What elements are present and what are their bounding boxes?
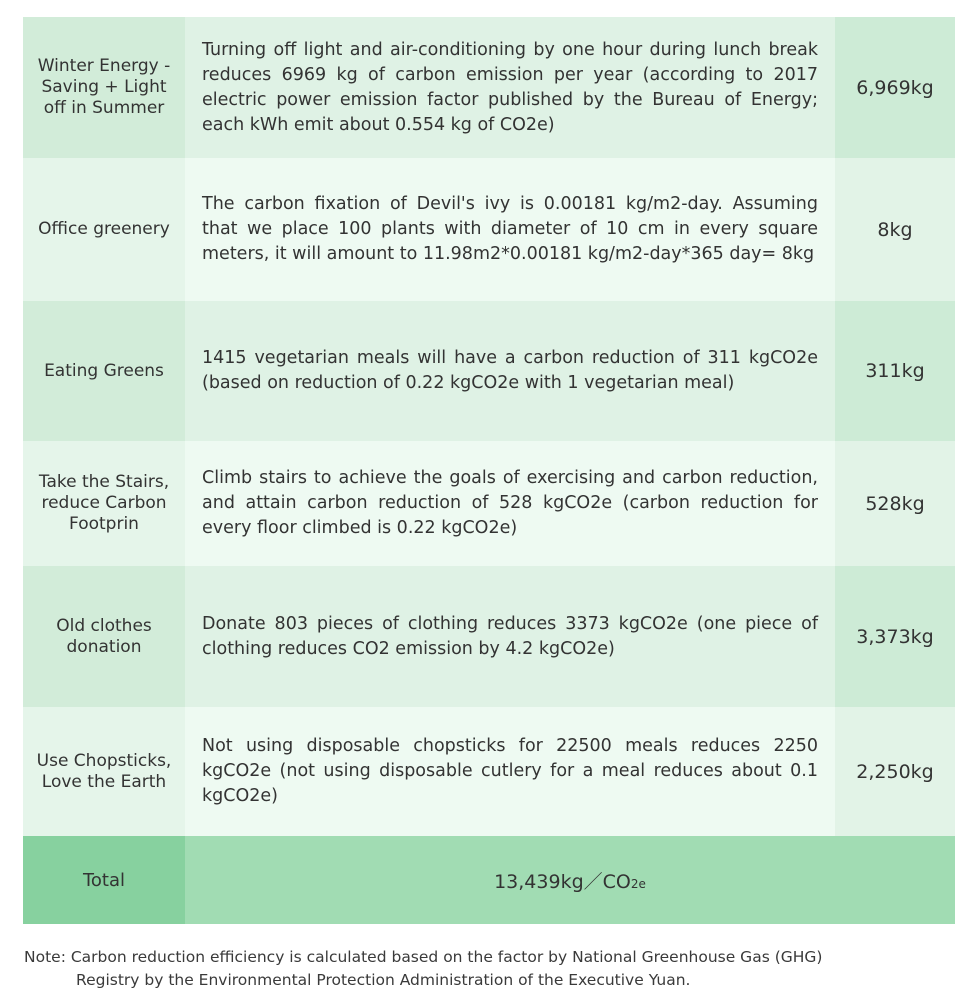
amount-cell: 6,969kg xyxy=(835,17,955,158)
carbon-reduction-table xyxy=(23,17,955,924)
description-cell: Climb stairs to achieve the goals of exercising and carbon reduction, and attain carbon reduction of 528 kgCO2e (carbon reduction for every floor climbed is 0.22 kgCO2e) xyxy=(185,441,835,566)
total-row xyxy=(23,836,955,924)
footnote-line-1: Note: Carbon reduction efficiency is calculated based on the factor by National Greenhouse Gas (GHG) xyxy=(24,948,823,966)
amount-cell: 3,373kg xyxy=(835,566,955,707)
description-cell: Not using disposable chopsticks for 22500 meals reduces 2250 kgCO2e (not using disposable cutlery for a meal reduces about 0.1 kgCO2e) xyxy=(185,707,835,836)
item-cell: Eating Greens xyxy=(23,301,185,441)
item-cell: Winter Energy -Saving + Light off in Summer xyxy=(23,17,185,158)
total-label: Total xyxy=(23,836,185,924)
footnote-line-2: Registry by the Environmental Protection Administration of the Executive Yuan. xyxy=(76,971,691,989)
amount-cell: 528kg xyxy=(835,441,955,566)
table-row xyxy=(23,17,955,158)
amount-cell: 8kg xyxy=(835,158,955,301)
amount-cell: 2,250kg xyxy=(835,707,955,836)
description-cell: Donate 803 pieces of clothing reduces 3373 kgCO2e (one piece of clothing reduces CO2 emission by 4.2 kgCO2e) xyxy=(185,566,835,707)
amount-cell: 311kg xyxy=(835,301,955,441)
description-cell: The carbon fixation of Devil's ivy is 0.00181 kg/m2-day. Assuming that we place 100 plants with diameter of 10 cm in every square meters, it will amount to 11.98m2*0.00181 kg/m2-day*365 day= 8kg xyxy=(185,158,835,301)
total-unit-subscript: 2e xyxy=(630,876,646,891)
item-cell: Take the Stairs, reduce Carbon Footprin xyxy=(23,441,185,566)
description-cell: 1415 vegetarian meals will have a carbon reduction of 311 kgCO2e (based on reduction of 0.22 kgCO2e with 1 vegetarian meal) xyxy=(185,301,835,441)
table-row xyxy=(23,566,955,707)
footnote xyxy=(24,946,964,992)
table-row xyxy=(23,301,955,441)
description-cell: Turning off light and air-conditioning by one hour during lunch break reduces 6969 kg of carbon emission per year (according to 2017 electric power emission factor published by the Bureau of Energy; each kWh emit about 0.554 kg of CO2e) xyxy=(185,17,835,158)
item-cell: Office greenery xyxy=(23,158,185,301)
table-row xyxy=(23,441,955,566)
item-cell: Use Chopsticks, Love the Earth xyxy=(23,707,185,836)
total-value-cell xyxy=(185,836,955,924)
item-cell: Old clothes donation xyxy=(23,566,185,707)
table-row xyxy=(23,158,955,301)
total-value: 13,439kg／CO xyxy=(494,870,631,893)
table-row xyxy=(23,707,955,836)
